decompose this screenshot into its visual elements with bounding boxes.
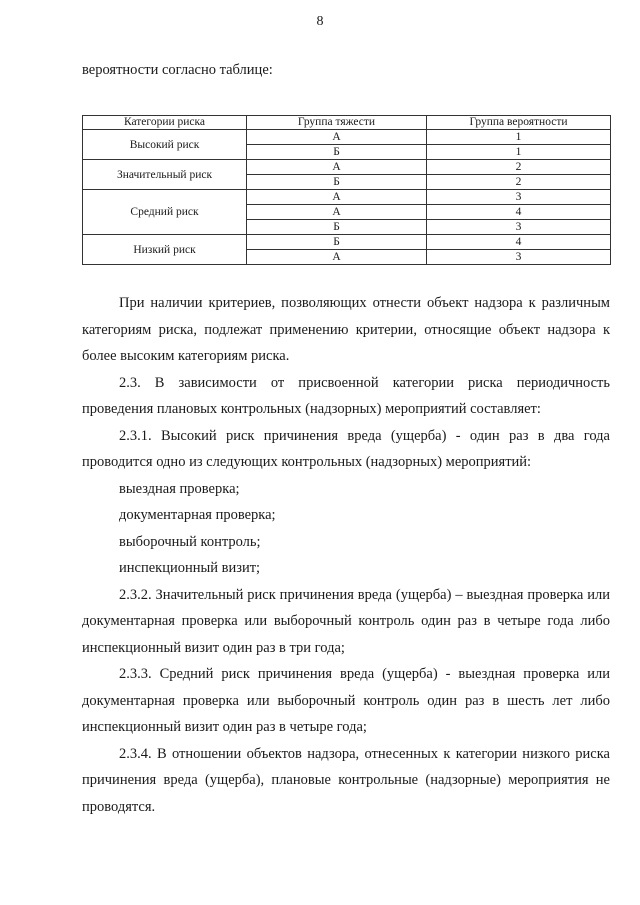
- header-risk-category: Категории риска: [83, 116, 247, 130]
- paragraph-criteria: При наличии критериев, позволяющих отнести объект надзора к различным категориям риска, подлежат применению критерии, относящие объект надзора к более высоким категориям риска.: [82, 295, 610, 364]
- probability-cell: 3: [427, 190, 611, 205]
- severity-cell: А: [247, 160, 427, 175]
- list-item: выборочный контроль;: [119, 533, 261, 550]
- paragraph-2-3-2: 2.3.2. Значительный риск причинения вреда (ущерба) – выездная проверка или документарная проверка или выборочный контроль один раз в четыре года либо инспекционный визит один раз в три года;: [82, 586, 610, 656]
- category-high-risk: Высокий риск: [83, 130, 247, 160]
- severity-cell: А: [247, 190, 427, 205]
- probability-cell: 2: [427, 160, 611, 175]
- table-row: [83, 130, 611, 145]
- paragraph-2-3-4: 2.3.4. В отношении объектов надзора, отнесенных к категории низкого риска причинения вреда (ущерба), плановые контрольные (надзорные) мероприятия не проводятся.: [82, 745, 610, 815]
- severity-cell: Б: [247, 175, 427, 190]
- severity-cell: Б: [247, 235, 427, 250]
- list-item: документарная проверка;: [119, 507, 276, 523]
- severity-cell: А: [247, 205, 427, 220]
- table-row: [83, 235, 611, 250]
- category-medium-risk: Средний риск: [83, 190, 247, 235]
- page-number: 8: [316, 14, 324, 29]
- category-significant-risk: Значительный риск: [83, 160, 247, 190]
- table-header-row: [83, 116, 611, 130]
- probability-cell: 2: [427, 175, 611, 190]
- table-row: [83, 160, 611, 175]
- probability-cell: 4: [427, 235, 611, 250]
- severity-cell: А: [247, 250, 427, 265]
- header-probability-group: Группа вероятности: [427, 116, 611, 130]
- probability-cell: 4: [427, 205, 611, 220]
- intro-text: вероятности согласно таблице:: [82, 62, 273, 78]
- list-item: выездная проверка;: [119, 480, 240, 497]
- probability-cell: 1: [427, 130, 611, 145]
- probability-cell: 3: [427, 220, 611, 235]
- category-low-risk: Низкий риск: [83, 235, 247, 265]
- severity-cell: Б: [247, 220, 427, 235]
- table-row: [83, 190, 611, 205]
- paragraph-2-3: 2.3. В зависимости от присвоенной категории риска периодичность проведения плановых контрольных (надзорных) мероприятий составляет:: [82, 374, 610, 417]
- paragraph-2-3-3: 2.3.3. Средний риск причинения вреда (ущерба) - выездная проверка или документарная проверка или выборочный контроль один раз в шесть лет либо инспекционный визит один раз в четыре года;: [82, 666, 610, 735]
- paragraph-2-3-1: 2.3.1. Высокий риск причинения вреда (ущерба) - один раз в два года проводится одно из следующих контрольных (надзорных) мероприятий:: [82, 427, 610, 470]
- severity-cell: Б: [247, 145, 427, 160]
- document-body: [82, 290, 610, 820]
- severity-cell: А: [247, 130, 427, 145]
- probability-cell: 1: [427, 145, 611, 160]
- probability-cell: 3: [427, 250, 611, 265]
- header-severity-group: Группа тяжести: [247, 116, 427, 130]
- list-item: инспекционный визит;: [119, 560, 261, 576]
- risk-table: [82, 115, 611, 265]
